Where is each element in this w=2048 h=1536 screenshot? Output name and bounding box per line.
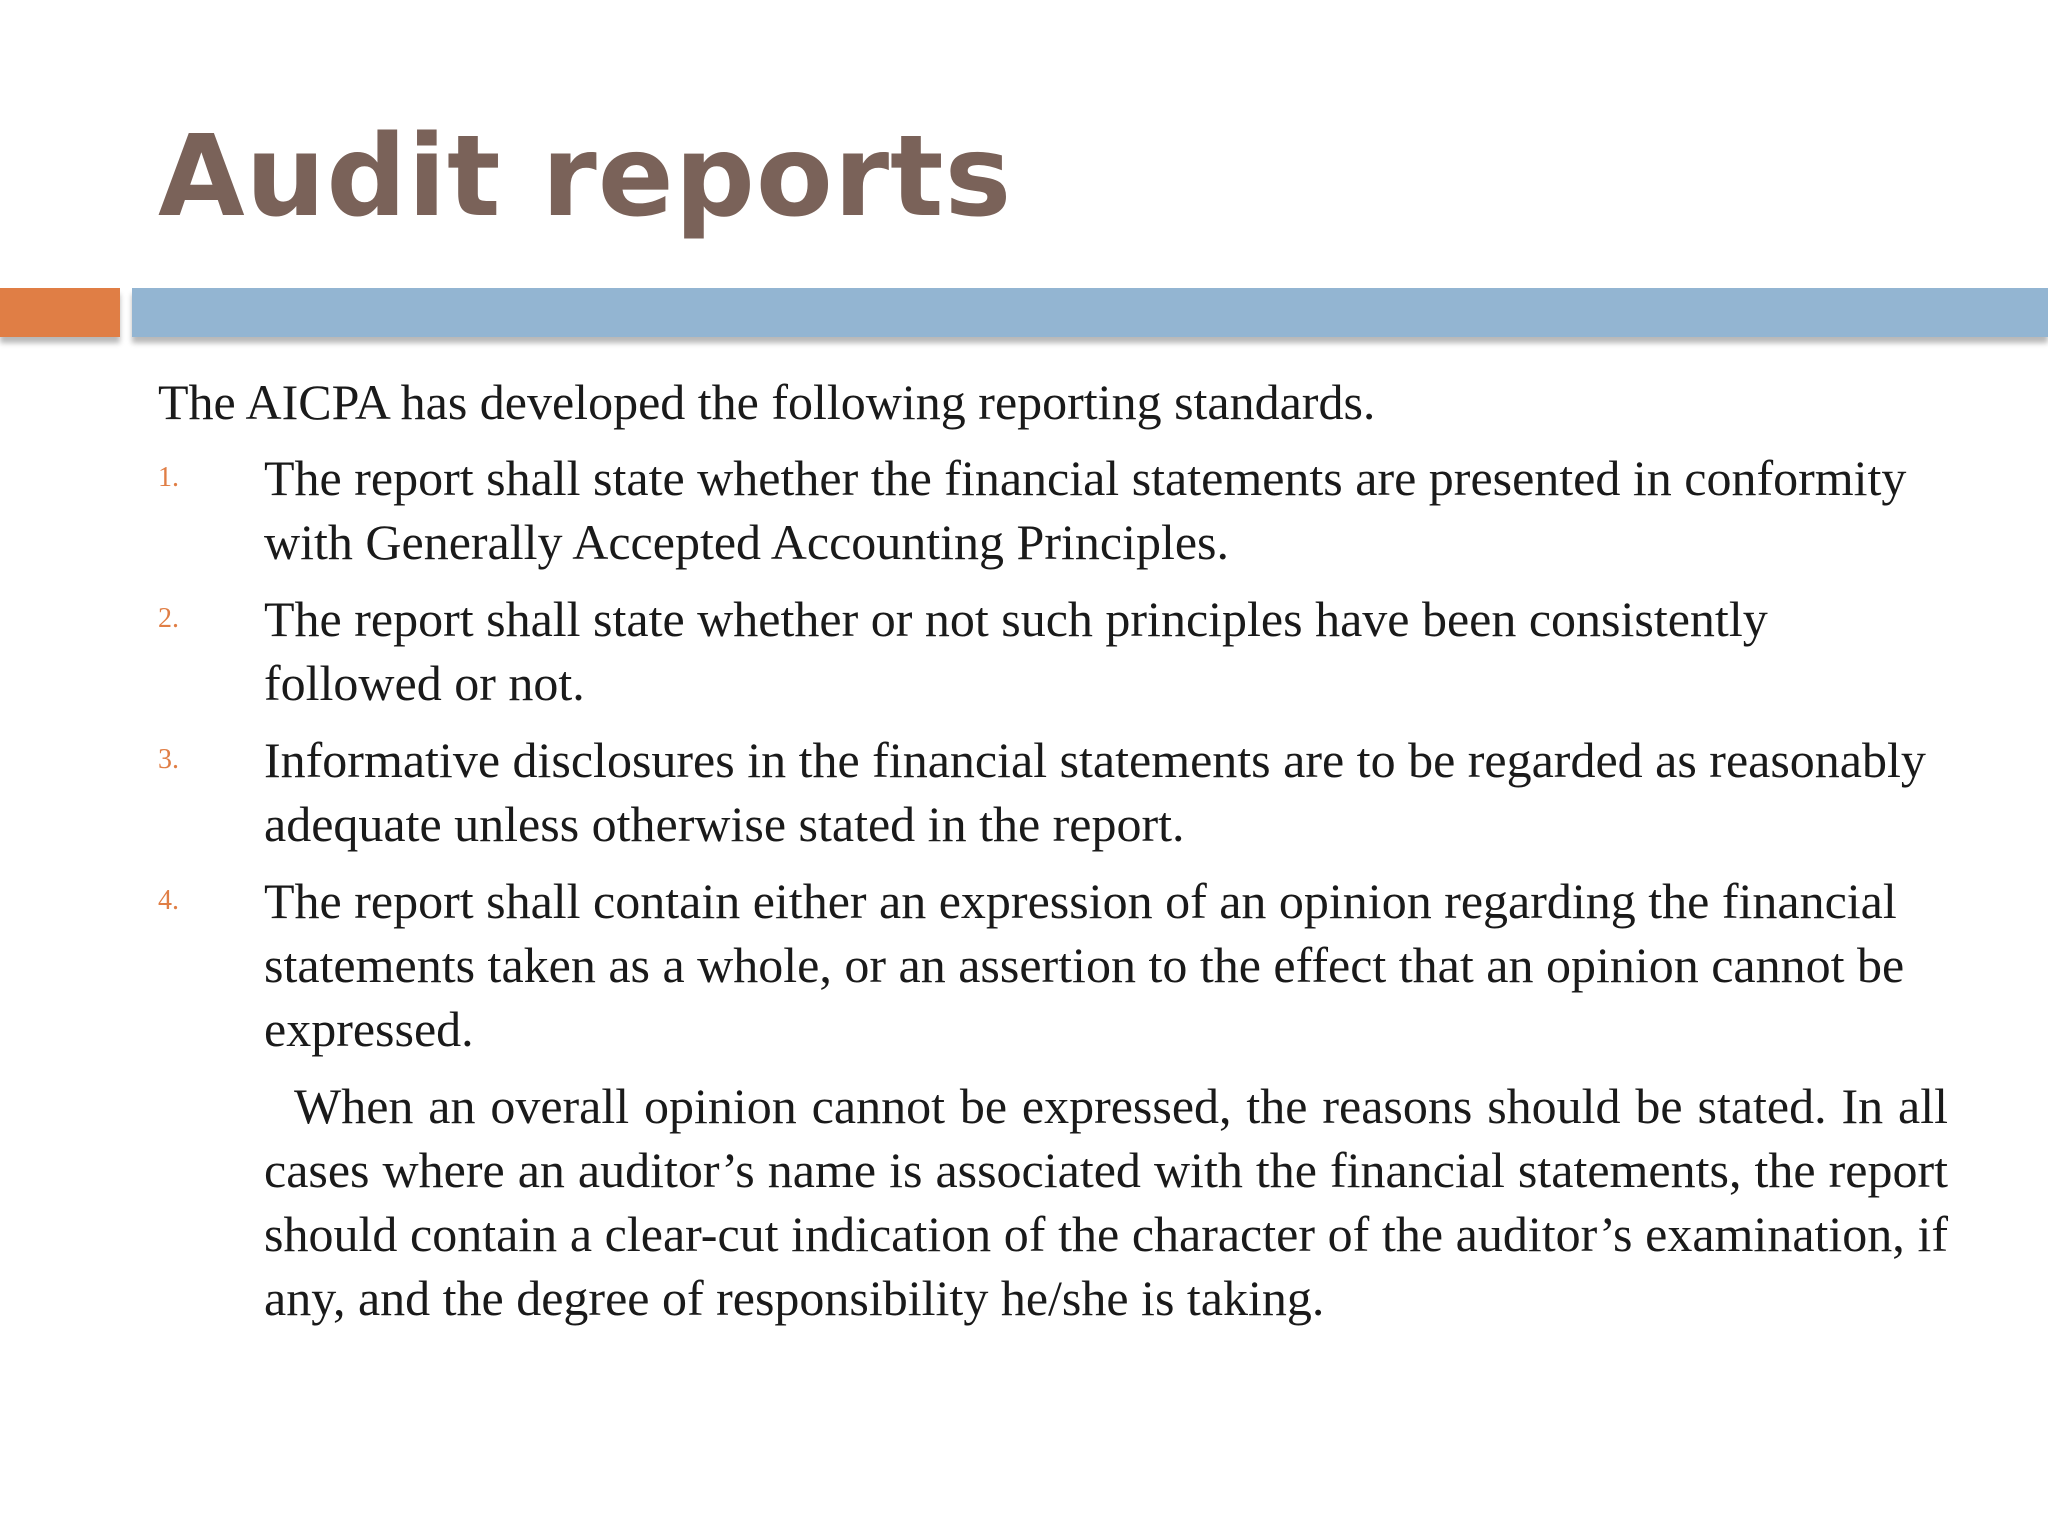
follow-on-paragraph: When an overall opinion cannot be expressed, the reasons should be stated. In all cases where an auditor’s name is associated with the financial statements, the report should contain a clear-cut indication of the character of the auditor’s examination, if any, and the degree of responsibility he/she is taking.	[264, 1078, 1948, 1326]
list-item	[158, 869, 1948, 1061]
accent-bar-blue	[132, 288, 2048, 337]
list-item-number: 1.	[158, 462, 179, 493]
list-item-text: The report shall state whether the financial statements are presented in conformity with Generally Accepted Accounting Principles.	[264, 450, 1944, 570]
list-item	[158, 446, 1948, 574]
list-item	[158, 728, 1948, 856]
slide-title: Audit reports	[158, 112, 1013, 242]
list-item-text: Informative disclosures in the financial statements are to be regarded as reasonably adequate unless otherwise stated in the report.	[264, 732, 1926, 852]
slide-body	[158, 370, 1948, 1380]
list-item	[158, 587, 1948, 715]
list-item-number: 4.	[158, 885, 179, 916]
list-item-number: 2.	[158, 603, 179, 634]
list-item-text: The report shall contain either an expression of an opinion regarding the financial statements taken as a whole, or an assertion to the effect that an opinion cannot be expressed.	[264, 873, 1905, 1057]
list-item-number: 3.	[158, 744, 179, 775]
intro-text: The AICPA has developed the following reporting standards.	[158, 374, 1376, 430]
accent-bar-orange	[0, 288, 120, 337]
list-item-text: The report shall state whether or not such principles have been consistently followed or not.	[264, 591, 1768, 711]
